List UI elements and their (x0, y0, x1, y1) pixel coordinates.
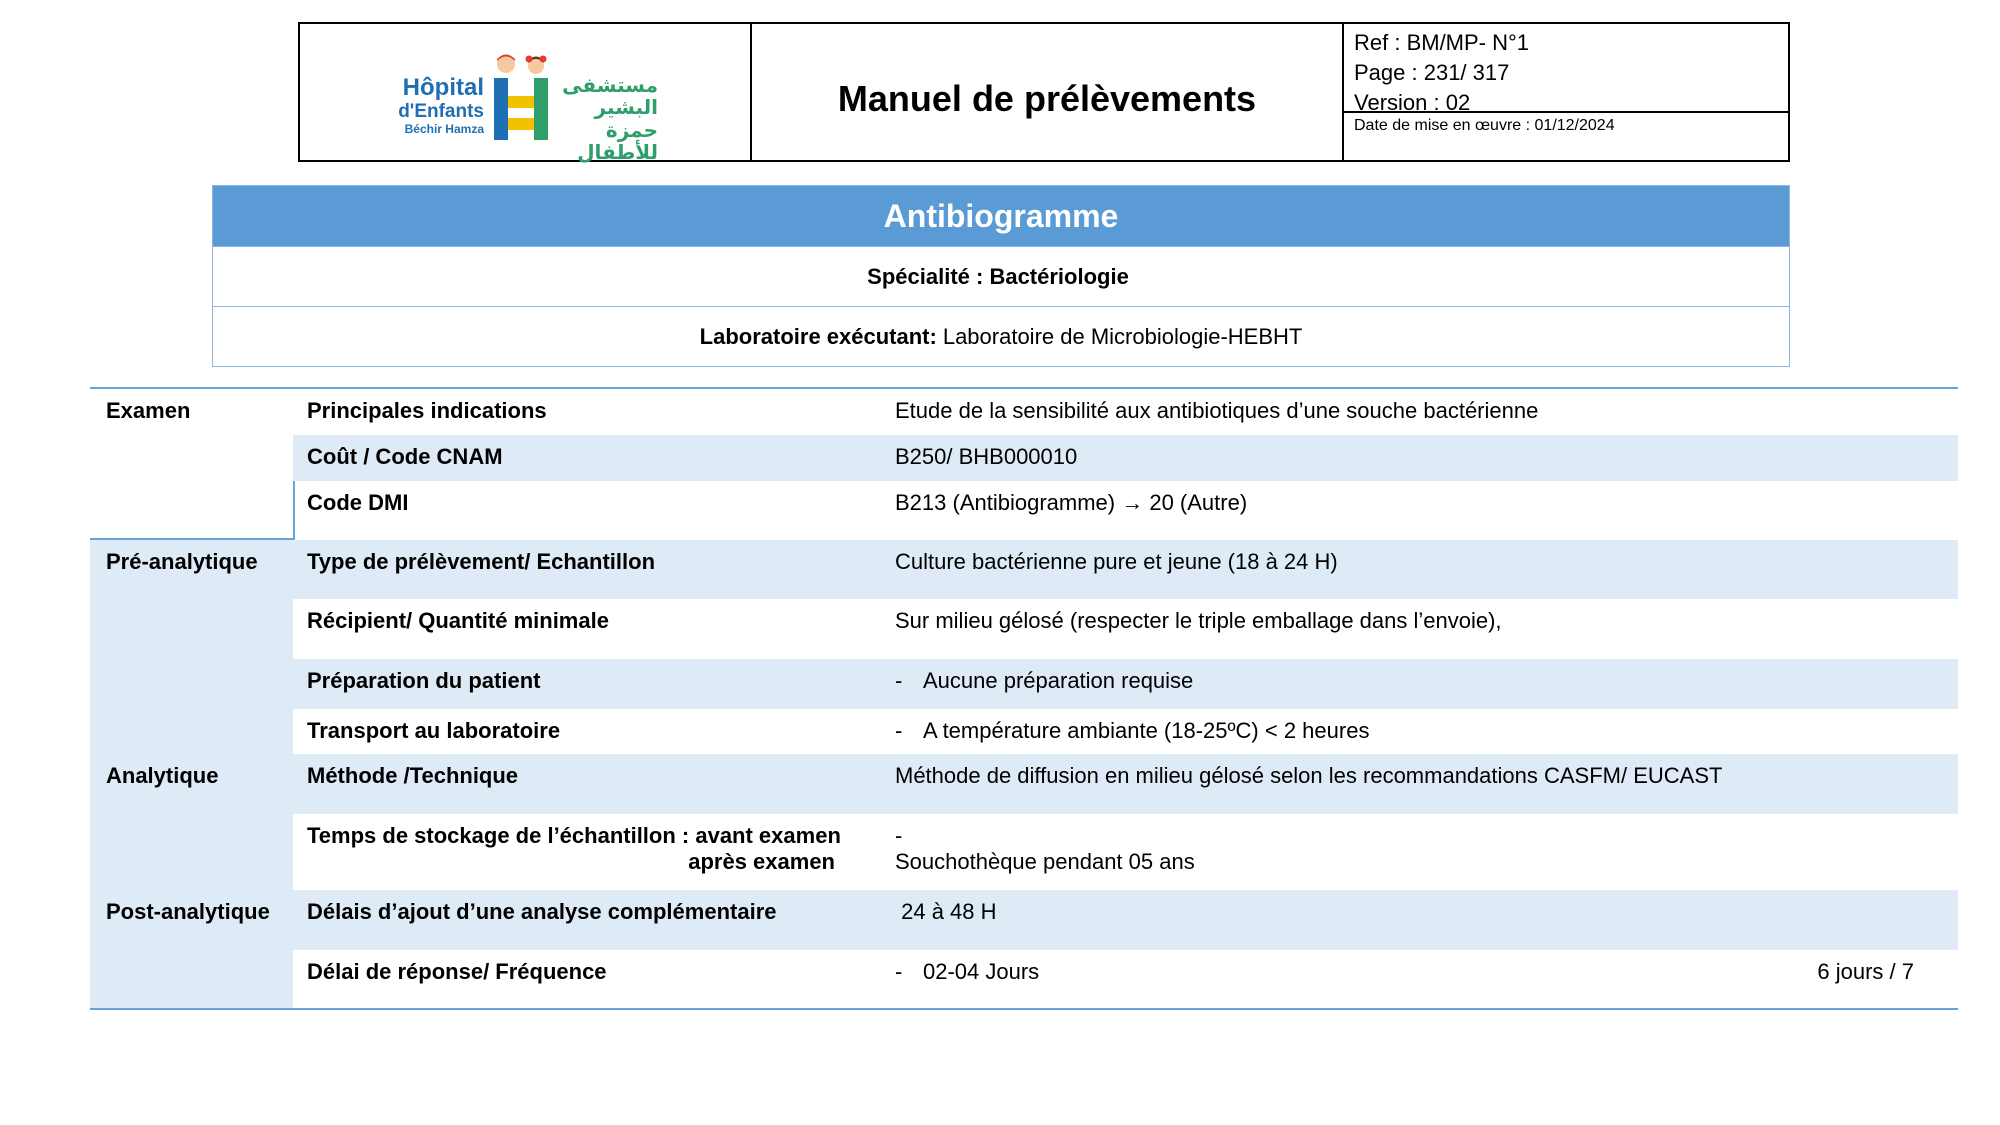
page-number-text: Page : 231/ 317 (1354, 60, 1510, 85)
delai-value: 02-04 Jours (923, 959, 1040, 984)
row-label: Méthode /Technique (307, 763, 519, 788)
preparation-value: Aucune préparation requise (923, 668, 1194, 693)
laboratoire-label: Laboratoire exécutant: (699, 323, 937, 349)
frequence-value: 6 jours / 7 (1817, 959, 1914, 984)
empty-section-cell (90, 709, 293, 754)
stockage-value-avant: - (895, 823, 903, 848)
table-row-transport (90, 709, 1958, 754)
logo-line-2: d'Enfants (398, 101, 484, 122)
header-meta-top (1344, 24, 1788, 113)
bullet-dash: - (895, 718, 903, 743)
row-value (881, 814, 1958, 890)
table-row-code-dmi (90, 481, 1958, 540)
laboratoire-row (213, 306, 1789, 366)
specialite-label: Spécialité : Bactériologie (867, 263, 1129, 289)
logo-ar-line-1: مستشفى (562, 73, 658, 97)
row-label: Délais d’ajout d’une analyse complémentaire (307, 899, 777, 924)
exam-title: Antibiogramme (213, 186, 1789, 246)
specialite-row (213, 246, 1789, 306)
section-pre-analytique: Pré-analytique (90, 540, 293, 599)
table-row-cout (90, 435, 1958, 481)
table-row-delais-ajout (90, 890, 1958, 950)
row-label: Délai de réponse/ Fréquence (307, 959, 607, 984)
row-value (881, 659, 1958, 709)
table-row-recipient (90, 599, 1958, 659)
row-label: Préparation du patient (307, 668, 541, 693)
ref-text: Ref : BM/MP- N°1 (1354, 30, 1530, 55)
exam-details-table (90, 387, 1958, 1010)
row-value: Méthode de diffusion en milieu gélosé selon les recommandations CASFM/ EUCAST (895, 763, 1723, 788)
section-post-analytique: Post-analytique (90, 890, 293, 950)
stockage-value-apres: Souchothèque pendant 05 ans (895, 849, 1195, 874)
row-value: Etude de la sensibilité aux antibiotiques d’une souche bactérienne (895, 398, 1539, 423)
header-title-cell (752, 24, 1344, 160)
empty-section-cell (90, 481, 293, 540)
header-meta-cell (1344, 24, 1788, 160)
empty-section-cell (90, 950, 293, 1008)
row-value: Sur milieu gélosé (respecter le triple emballage dans l’envoie), (895, 608, 1502, 633)
row-label: Coût / Code CNAM (293, 435, 881, 481)
transport-value: A température ambiante (18-25ºC) < 2 heures (923, 718, 1370, 743)
table-row-methode (90, 754, 1958, 814)
effective-date-text: Date de mise en œuvre : 01/12/2024 (1354, 117, 1615, 134)
section-examen: Examen (106, 398, 191, 423)
logo-french-text (388, 76, 484, 135)
row-value: 24 à 48 H (895, 899, 997, 924)
logo-ar-line-3: للأطفال (577, 140, 658, 165)
row-label: Code DMI (307, 490, 409, 515)
stockage-label-apres: après examen (688, 849, 835, 874)
row-value: B250/ BHB000010 (881, 435, 1958, 481)
laboratoire-value: Laboratoire de Microbiologie-HEBHT (942, 323, 1303, 349)
logo-children-h-icon (490, 52, 552, 142)
exam-info-box (212, 185, 1790, 367)
row-value (881, 709, 1958, 754)
empty-section-cell (90, 814, 293, 890)
logo-line-3: Béchir Hamza (404, 122, 484, 136)
bullet-dash: - (895, 668, 903, 693)
bullet-dash: - (895, 959, 903, 984)
table-row-delai-reponse (90, 950, 1958, 1008)
document-header (298, 22, 1790, 165)
table-row-preparation (90, 659, 1958, 709)
arrow-right-icon: → (1121, 490, 1144, 515)
version-text: Version : 02 (1354, 90, 1471, 115)
logo-arabic-text (558, 74, 658, 164)
code-dmi-value: B213 (Antibiogramme) (895, 490, 1122, 515)
row-value: Culture bactérienne pure et jeune (18 à 24 H) (895, 549, 1338, 574)
row-label: Récipient/ Quantité minimale (307, 608, 609, 633)
empty-section-cell (90, 599, 293, 659)
row-label: Transport au laboratoire (307, 718, 561, 743)
empty-section-cell (90, 659, 293, 709)
examen-subgroup (90, 435, 1958, 540)
row-label: Principales indications (307, 398, 547, 423)
table-row-indications (90, 389, 1958, 435)
logo-ar-line-2: البشير حمزة (594, 95, 658, 142)
empty-section-cell (90, 435, 293, 481)
row-value (881, 950, 1958, 1008)
row-label (293, 814, 881, 890)
row-label: Type de prélèvement/ Echantillon (307, 549, 656, 574)
row-value (881, 481, 1958, 540)
code-dmi-target: 20 (Autre) (1143, 490, 1248, 515)
hospital-logo (300, 24, 752, 165)
document-title: Manuel de prélèvements (837, 78, 1257, 119)
section-analytique: Analytique (90, 754, 293, 814)
stockage-label-avant: Temps de stockage de l’échantillon : avant examen (307, 823, 841, 848)
table-row-stockage (90, 814, 1958, 890)
logo-line-1: Hôpital (402, 74, 484, 101)
table-row-type-prelevement (90, 540, 1958, 599)
